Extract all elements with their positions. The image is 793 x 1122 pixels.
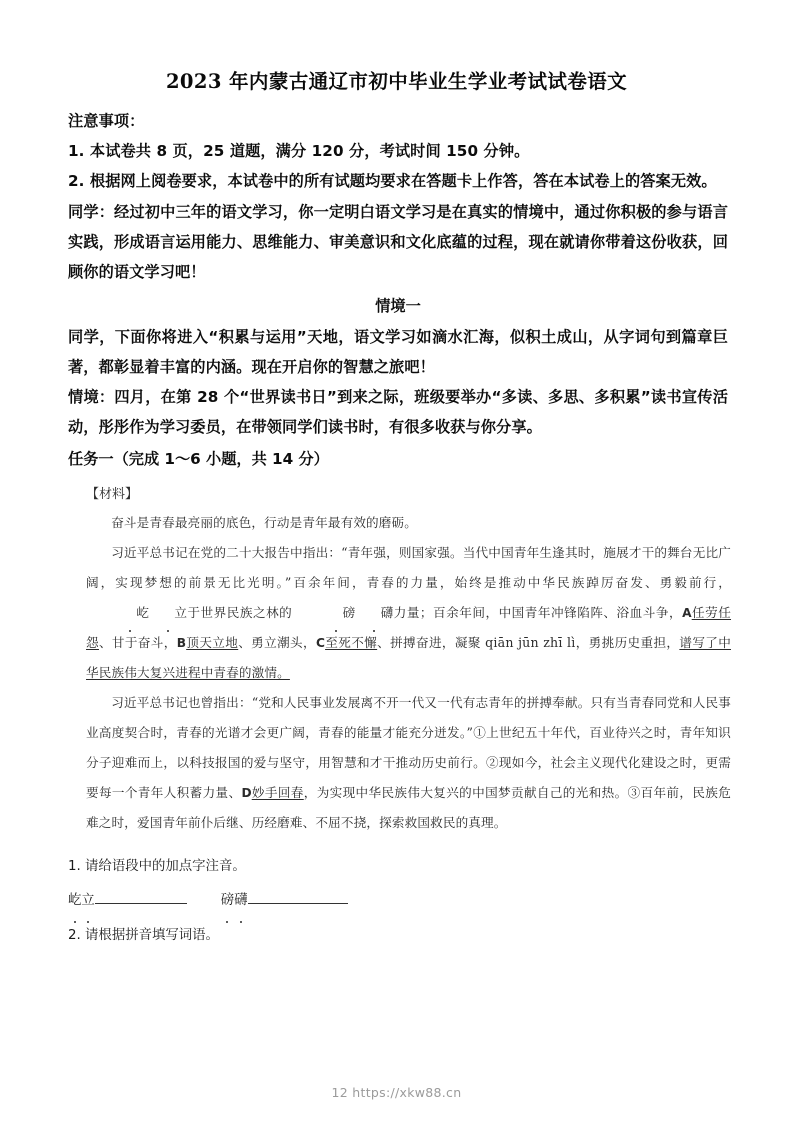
notice-item-1: 1. 本试卷共 8 页，25 道题，满分 120 分，考试时间 150 分钟。 [68,142,530,161]
material-p2-seg1: 习近平总书记在党的二十大报告中指出：“青年强，则国家强。当代中国青年生逢其时，施展才干的舞台无比广阔，实现梦想的前景无比光明。”百余年间，青春的力量，始终是推动中华民族踔厉奋发、勇毅前行， [86,545,731,591]
scenario-heading: 情境一 [375,297,421,316]
material-label: 【材料】 [86,487,139,503]
notices-heading: 注意事项： [68,112,145,131]
idiom-a: 任劳任怨 [86,605,732,651]
task-heading: 任务一（完成 1～6 小题，共 14 分） [68,450,329,469]
material-paragraph-3 [86,688,731,838]
material-paragraph-2 [86,538,731,688]
answer-blank-2[interactable] [248,890,348,904]
option-label-a: A [682,606,692,621]
pinyin-qianjunzhili: qiān jūn zhī lì [485,635,576,651]
idiom-b: 顶天立地 [186,635,239,651]
intro-section [0,197,793,287]
emphasis-word-yili: 屹 立 [86,598,187,628]
material-p2-seg5: 、勇立潮头， [238,635,316,651]
material-p2-seg6: 、拼搏奋进，凝聚 [377,635,486,651]
scenario-lead-paragraph: 同学，下面你将进入“积累与运用”天地，语文学习如滴水汇海，似积土成山，从字词句到篇章巨著，都彰显着丰富的内涵。现在开启你的智慧之旅吧！ [68,328,728,377]
scenario-context-paragraph: 情境：四月，在第 28 个“世界读书日”到来之际，班级要举办“多读、多思、多积累”读书宣传活动，彤彤作为学习委员，在带领同学们读书时，有很多收获与你分享。 [68,388,728,437]
question-1-answer-row [68,883,731,919]
page-title: 2023 年内蒙古通辽市初中毕业生学业考试试卷语文 [165,70,628,93]
emphasis-word-pangbo: 磅 礴 [292,598,393,628]
answer-word-pangbo: 磅礴 [221,883,248,919]
material-p2-seg4: 、甘于奋斗， [98,635,177,651]
material-section [0,481,793,838]
answer-word-yili: 屹立 [68,883,95,919]
material-p2-seg2: 于世界民族之林的 [187,605,293,621]
idiom-d: 妙手回春 [251,785,304,801]
material-p2-seg3: 力量；百余年间，中国青年冲锋陷阵、浴血斗争， [393,605,683,621]
answer-blank-1[interactable] [95,890,187,904]
option-label-c: C [315,636,326,651]
material-p3-seg1: 习近平总书记也曾指出：“党和人民事业发展离不开一代又一代有志青年的拼搏奉献。只有当青春同党和人民事业高度契合时，青春的光谱才会更广阔，青春的能量才能充分迸发。”①上世纪五十年代，百业待兴之时，青年知识分子迎难而上，以科技报国的爱与坚守，用智慧和才干推动历史前行。②现如今，社会主义现代化建设之时，更需要每一个青年人积蓄力量、 [86,695,731,801]
questions-section [0,850,793,952]
footer-watermark: 12 https://xkw88.cn [331,1085,462,1100]
question-1-text: 1. 请给语段中的加点字注音。 [68,859,246,875]
notice-item-2: 2. 根据网上阅卷要求，本试卷中的所有试题均要求在答题卡上作答，答在本试卷上的答案无效。 [68,172,717,191]
option-label-d: D [241,786,252,801]
material-p2-seg7: ，勇挑历史重担， [575,635,680,651]
scenario-section [0,291,793,475]
question-2-text: 2. 请根据拼音填写词语。 [68,928,219,944]
underlined-tail-sentence: 谱写了中华民族伟大复兴进程中青春的激情。 [86,635,731,681]
intro-paragraph: 同学：经过初中三年的语文学习，你一定明白语文学习是在真实的情境中，通过你积极的参与语言实践，形成语言运用能力、思维能力、审美意识和文化底蕴的过程，现在就请你带着这份收获，回顾你的语文学习吧！ [68,203,728,282]
notices-section [0,106,793,196]
material-p3-seg2: ，为实现中华民族伟大复兴的中国梦贡献自己的光和热。③百年前，民族危难之时，爱国青年前仆后继、历经磨难、不屈不挠，探索救国救民的真理。 [86,785,731,831]
material-paragraph-1: 奋斗是青春最亮丽的底色，行动是青年最有效的磨砺。 [111,515,418,531]
idiom-c: 至死不懈 [325,635,378,651]
option-label-b: B [176,636,187,651]
